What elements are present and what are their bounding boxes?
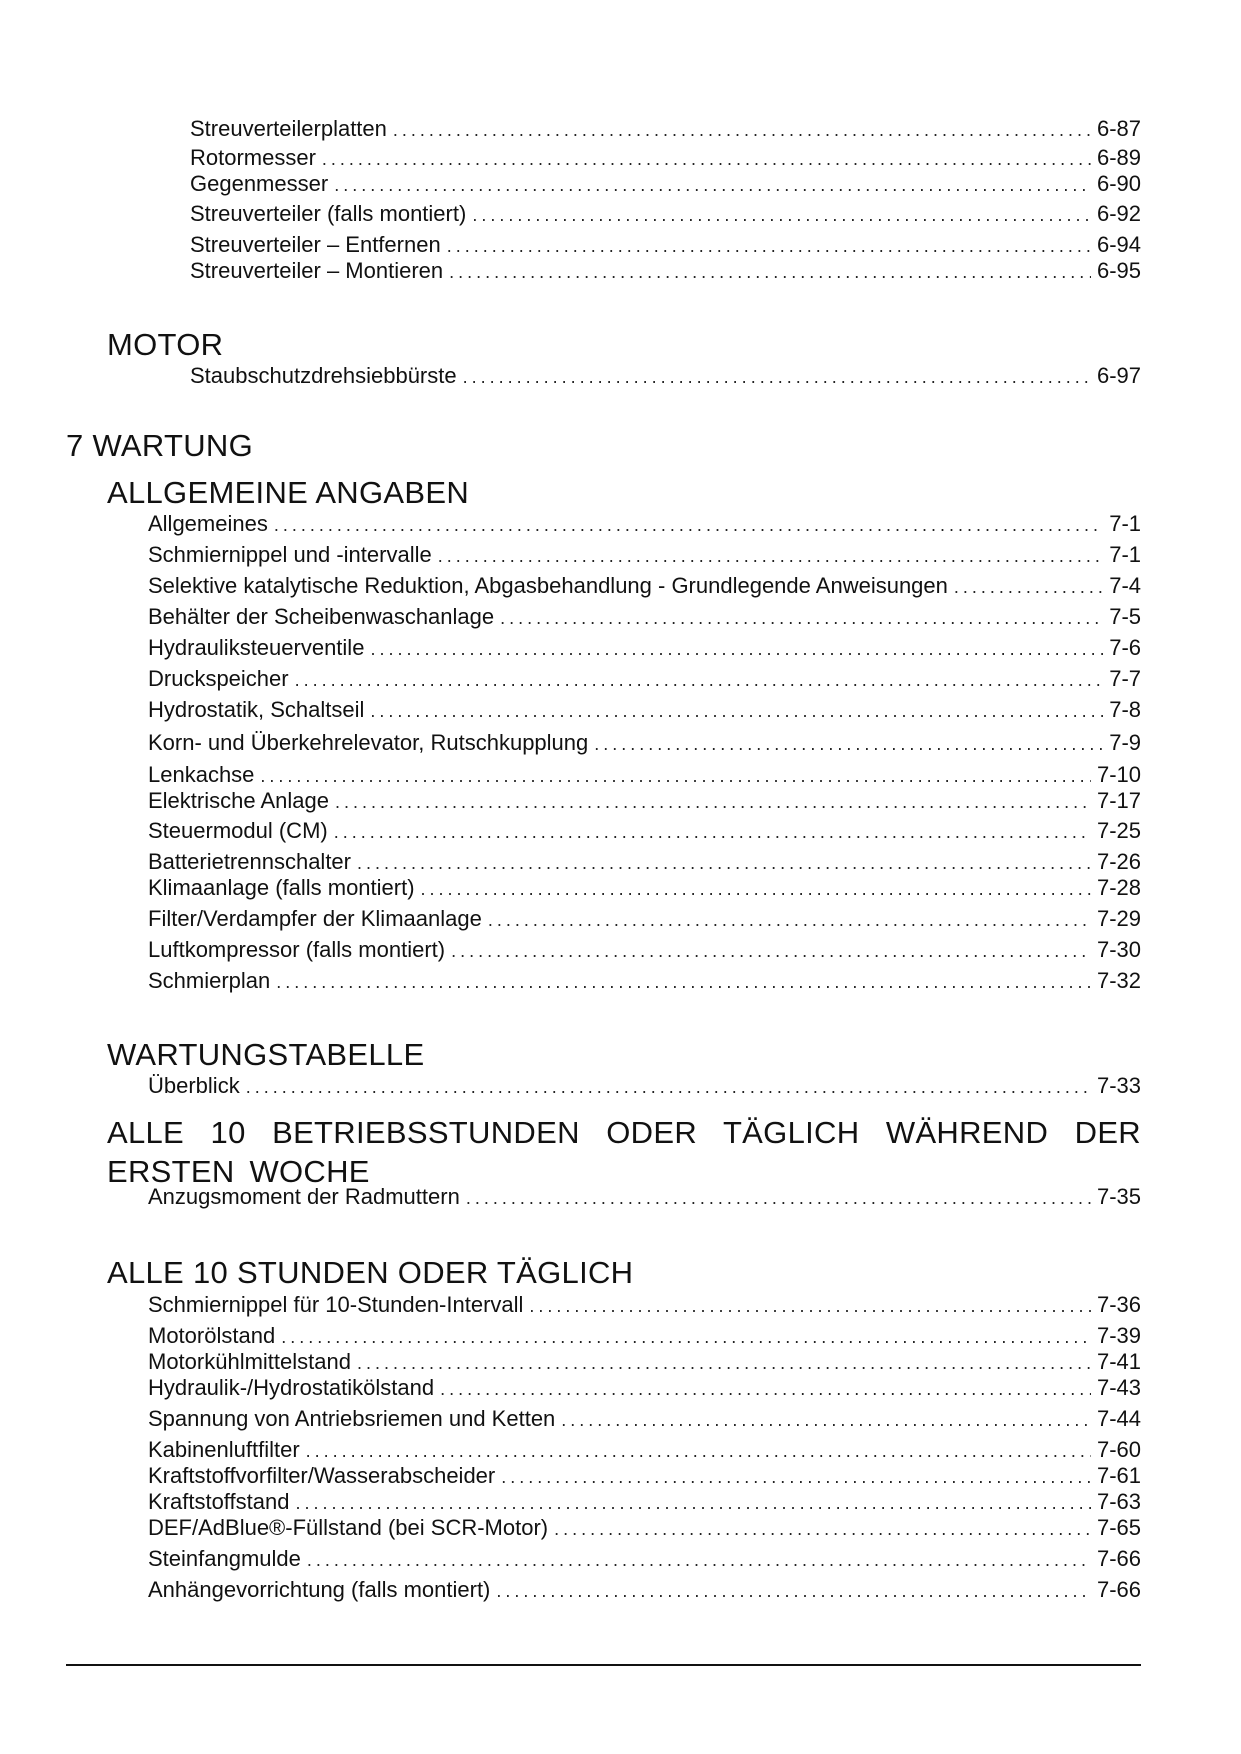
leader-dots [322,146,1091,172]
toc-entry-page: 7-39 [1096,1323,1141,1348]
toc-entry[interactable] [148,875,1141,902]
toc-entry-label: Schmiernippel und -intervalle [148,542,432,567]
toc-entry-label: Behälter der Scheibenwaschanlage [148,604,495,629]
toc-entry-label: Hydrostatik, Schaltseil [148,697,365,722]
toc-entry-label: Druckspeicher [148,666,289,691]
toc-entry[interactable] [190,171,1141,198]
toc-entry-label: Motorkühlmittelstand [148,1349,351,1374]
toc-entry[interactable] [148,818,1141,845]
leader-dots [488,907,1091,933]
leader-dots [501,1464,1091,1490]
toc-entry-page: 6-89 [1096,145,1141,170]
leader-dots [529,1293,1091,1319]
toc-entry[interactable] [148,1546,1141,1573]
toc-entry-label: Kraftstoffvorfilter/Wasserabscheider [148,1463,496,1488]
leader-dots [500,605,1103,631]
toc-entry[interactable] [148,1406,1141,1433]
toc-entry-page: 6-92 [1096,201,1141,226]
toc-entry-label: Batterietrennschalter [148,849,351,874]
toc-entry-label: Anzugsmoment der Radmuttern [148,1184,460,1209]
toc-entry[interactable] [148,762,1141,789]
leader-dots [451,938,1091,964]
toc-entry-label: Steuermodul (CM) [148,818,328,843]
leader-dots [357,850,1091,876]
leader-dots [438,543,1104,569]
leader-dots [594,731,1103,757]
toc-entry-label: Filter/Verdampfer der Klimaanlage [148,906,482,931]
chapter-heading: 7 WARTUNG [66,428,253,463]
toc-entry-page: 7-36 [1096,1292,1141,1317]
toc-entry-label: Elektrische Anlage [148,788,329,813]
section-heading: ALLE 10 BETRIEBSSTUNDEN ODER TÄGLICH WÄHREND DER ERSTEN WOCHE [107,1115,1141,1189]
leader-dots [954,574,1103,600]
toc-entry-label: Motorölstand [148,1323,276,1348]
leader-dots [370,636,1103,662]
toc-entry-page: 6-87 [1096,116,1141,141]
toc-entry[interactable] [148,1184,1141,1211]
toc-entry[interactable] [148,1292,1141,1319]
toc-entry[interactable] [148,937,1141,964]
toc-entry-page: 7-7 [1109,666,1141,691]
leader-dots [440,1376,1091,1402]
toc-entry-page: 7-41 [1096,1349,1141,1374]
toc-entry[interactable] [148,542,1141,569]
toc-entry-label: Kraftstoffstand [148,1489,290,1514]
leader-dots [246,1074,1091,1100]
leader-dots [306,1438,1091,1464]
toc-entry-label: Streuverteilerplatten [190,116,387,141]
toc-entry-page: 7-61 [1096,1463,1141,1488]
toc-entry-label: Klimaanlage (falls montiert) [148,875,415,900]
toc-entry-page: 7-32 [1096,968,1141,993]
toc-entry[interactable] [190,116,1141,143]
toc-entry-label: Hydraulik-/Hydrostatikölstand [148,1375,435,1400]
toc-entry-page: 7-17 [1096,788,1141,813]
toc-entry-label: DEF/AdBlue®-Füllstand (bei SCR-Motor) [148,1515,549,1540]
leader-dots [496,1578,1091,1604]
toc-entry[interactable] [148,635,1141,662]
toc-entry[interactable] [190,258,1141,285]
toc-entry-page: 7-65 [1096,1515,1141,1540]
toc-entry-page: 6-95 [1096,258,1141,283]
toc-entry-page: 7-60 [1096,1437,1141,1462]
leader-dots [260,763,1091,789]
toc-entry-page: 7-6 [1109,635,1141,660]
leader-dots [561,1407,1091,1433]
toc-entry-page: 7-43 [1096,1375,1141,1400]
toc-entry[interactable] [148,604,1141,631]
section-heading: MOTOR [107,327,224,362]
toc-entry[interactable] [148,788,1141,815]
toc-entry-label: Schmierplan [148,968,271,993]
leader-dots [472,202,1091,228]
leader-dots [393,117,1091,143]
leader-dots [447,233,1091,259]
leader-dots [334,172,1091,198]
toc-entry[interactable] [148,1577,1141,1604]
toc-entry-page: 7-63 [1096,1489,1141,1514]
leader-dots [370,698,1103,724]
leader-dots [281,1324,1091,1350]
leader-dots [334,819,1091,845]
toc-entry-page: 6-90 [1096,171,1141,196]
toc-entry[interactable] [148,697,1141,724]
toc-entry-page: 7-1 [1109,511,1141,536]
toc-entry-label: Selektive katalytische Reduktion, Abgasbehandlung - Grundlegende Anweisungen [148,573,948,598]
leader-dots [307,1547,1091,1573]
toc-entry-page: 7-35 [1096,1184,1141,1209]
leader-dots [466,1185,1091,1211]
toc-entry-page: 7-5 [1109,604,1141,629]
toc-entry-label: Steinfangmulde [148,1546,301,1571]
toc-entry-page: 7-1 [1109,542,1141,567]
toc-entry[interactable] [148,1349,1141,1376]
toc-entry[interactable] [190,201,1141,228]
toc-entry[interactable] [148,573,1141,600]
toc-entry[interactable] [148,1437,1141,1464]
toc-entry-label: Hydrauliksteuerventile [148,635,365,660]
leader-dots [357,1350,1091,1376]
toc-entry-page: 7-10 [1096,762,1141,787]
toc-entry-label: Streuverteiler – Entfernen [190,232,441,257]
toc-entry[interactable] [148,1515,1141,1542]
toc-entry-page: 7-25 [1096,818,1141,843]
toc-entry[interactable] [148,730,1141,757]
toc-entry[interactable] [148,849,1141,876]
toc-entry[interactable] [190,363,1141,390]
section-heading: ALLE 10 STUNDEN ODER TÄGLICH [107,1255,634,1290]
toc-entry[interactable] [148,666,1141,693]
toc-entry-page: 7-26 [1096,849,1141,874]
toc-entry-page: 7-33 [1096,1073,1141,1098]
toc-entry[interactable] [148,1073,1141,1100]
toc-entry-page: 6-94 [1096,232,1141,257]
toc-entry-label: Staubschutzdrehsiebbürste [190,363,457,388]
toc-entry-page: 7-66 [1096,1546,1141,1571]
toc-entry-label: Rotormesser [190,145,316,170]
toc-entry-label: Überblick [148,1073,240,1098]
toc-entry-page: 7-28 [1096,875,1141,900]
leader-dots [449,259,1091,285]
toc-entry-label: Anhängevorrichtung (falls montiert) [148,1577,491,1602]
toc-entry-label: Spannung von Antriebsriemen und Ketten [148,1406,556,1431]
toc-entry-label: Streuverteiler (falls montiert) [190,201,467,226]
toc-entry-page: 7-30 [1096,937,1141,962]
toc-entry-label: Streuverteiler – Montieren [190,258,444,283]
toc-entry-label: Gegenmesser [190,171,329,196]
toc-entry-label: Luftkompressor (falls montiert) [148,937,446,962]
toc-entry-page: 7-4 [1109,573,1141,598]
toc-entry[interactable] [148,906,1141,933]
toc-entry[interactable] [148,1375,1141,1402]
leader-dots [276,969,1091,995]
toc-entry-page: 7-29 [1096,906,1141,931]
toc-entry-page: 7-9 [1109,730,1141,755]
leader-dots [335,789,1091,815]
toc-entry-page: 7-8 [1109,697,1141,722]
toc-entry-label: Lenkachse [148,762,255,787]
toc-entry[interactable] [148,968,1141,995]
footer-rule [66,1664,1141,1666]
section-heading: WARTUNGSTABELLE [107,1037,425,1072]
leader-dots [554,1516,1091,1542]
toc-entry-label: Allgemeines [148,511,268,536]
toc-entry[interactable] [148,1489,1141,1516]
toc-entry[interactable] [148,1463,1141,1490]
toc-entry-page: 7-66 [1096,1577,1141,1602]
section-heading: ALLGEMEINE ANGABEN [107,475,470,510]
toc-entry-label: Kabinenluftfilter [148,1437,300,1462]
toc-entry-label: Korn- und Überkehrelevator, Rutschkupplung [148,730,589,755]
toc-entry[interactable] [190,232,1141,259]
toc-entry-page: 6-97 [1096,363,1141,388]
leader-dots [421,876,1091,902]
leader-dots [295,1490,1091,1516]
toc-entry[interactable] [148,1323,1141,1350]
leader-dots [295,667,1104,693]
leader-dots [274,512,1103,538]
leader-dots [463,364,1091,390]
toc-entry[interactable] [148,511,1141,538]
toc-entry-page: 7-44 [1096,1406,1141,1431]
toc-entry[interactable] [190,145,1141,172]
toc-entry-label: Schmiernippel für 10-Stunden-Intervall [148,1292,524,1317]
